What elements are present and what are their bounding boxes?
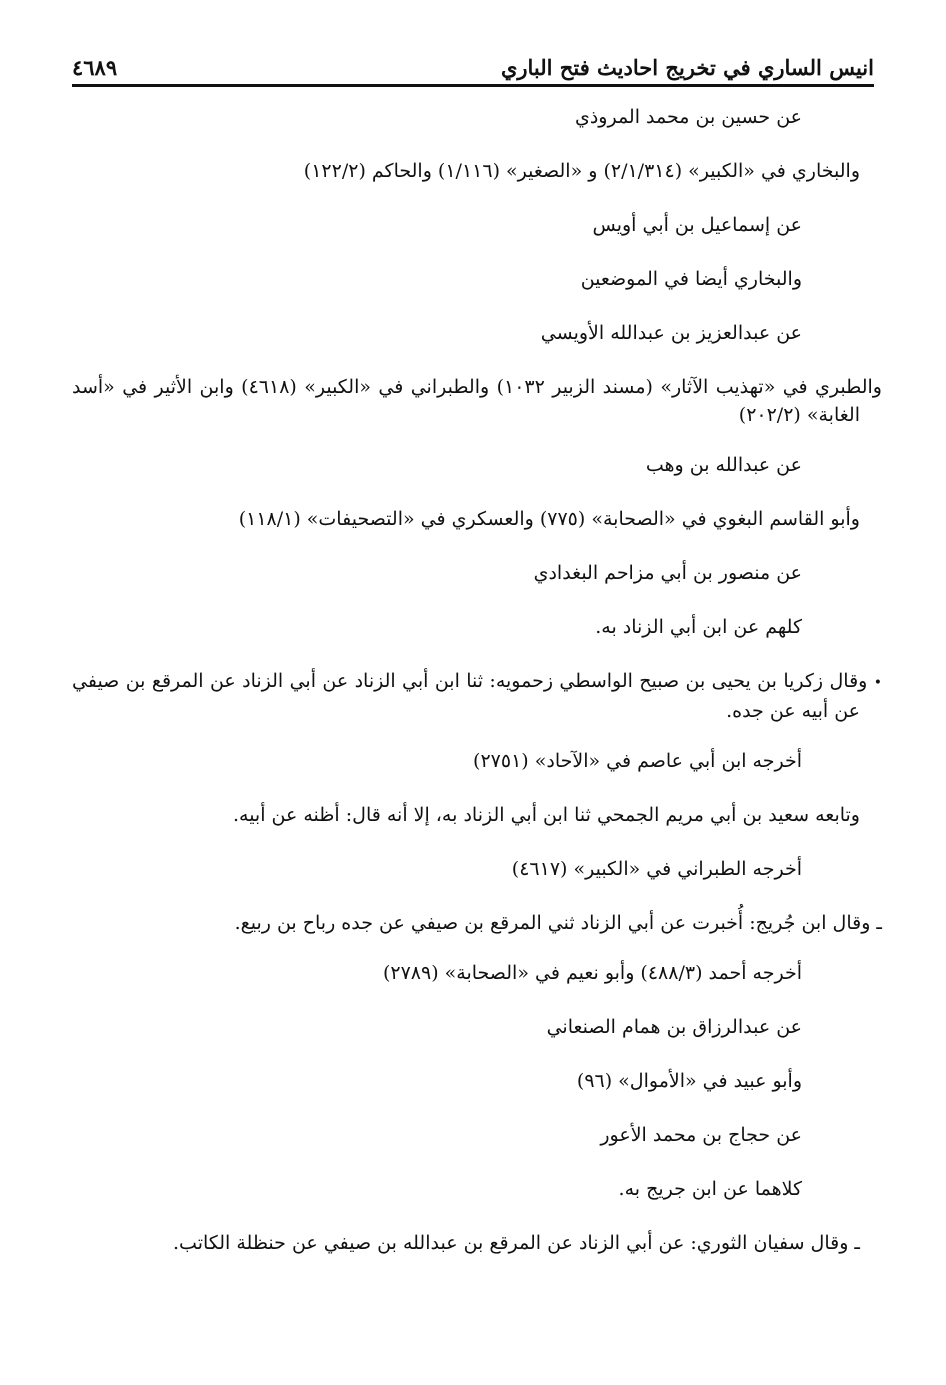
text-line: كلهم عن ابن أبي الزناد به. (595, 616, 802, 638)
text-line: عن عبدالله بن وهب (645, 454, 802, 476)
text-line: وأبو عبيد في «الأموال» (٩٦) (576, 1070, 802, 1092)
text-line: أخرجه أحمد (٤٨٨/٣) وأبو نعيم في «الصحابة» (٢٧٨٩) (382, 962, 802, 984)
bullet-icon: • (873, 675, 882, 691)
text-line: أخرجه ابن أبي عاصم في «الآحاد» (٢٧٥١) (473, 750, 802, 772)
text-line: عن حجاج بن محمد الأعور (600, 1124, 802, 1146)
text-line: والبخاري أيضا في الموضعين (580, 268, 802, 290)
bullet-paragraph (72, 667, 882, 725)
text-line: عن عبدالعزيز بن عبدالله الأويسي (540, 322, 802, 344)
text-line: عن عبدالرزاق بن همام الصنعاني (546, 1016, 802, 1038)
text-line: عن إسماعيل بن أبي أويس (592, 214, 802, 236)
text-line: وتابعه سعيد بن أبي مريم الجمحي ثنا ابن أبي الزناد به، إلا أنه قال: أظنه عن أبيه. (232, 804, 860, 826)
text-line: والبخاري في «الكبير» (٢/١/٣١٤) و «الصغير» (١/١١٦) والحاكم (١٢٢/٢) (303, 160, 860, 182)
page-header (72, 40, 874, 87)
text-line: عن حسين بن محمد المروذي (574, 106, 802, 128)
text-line: ـ وقال ابن جُريج: أُخبرت عن أبي الزناد ثني المرقع بن صيفي عن جده رباح بن ربيع. (234, 912, 882, 934)
text-line: والطبري في «تهذيب الآثار» (مسند الزبير ١٠٣٢) والطبراني في «الكبير» (٤٦١٨) وابن الأثير في «أسد الغابة» (٢٠٢/٢) (72, 376, 882, 426)
text-line: كلاهما عن ابن جريج به. (618, 1178, 802, 1200)
text-line: أخرجه الطبراني في «الكبير» (٤٦١٧) (511, 858, 802, 880)
running-title: انيس الساري في تخريج احاديث فتح الباري (500, 55, 874, 80)
text-line: ـ وقال سفيان الثوري: عن أبي الزناد عن المرقع بن عبدالله بن صيفي عن حنظلة الكاتب. (173, 1232, 860, 1254)
page-number: ٤٦٨٩ (72, 55, 118, 80)
main-text (72, 103, 882, 1283)
text-line: وأبو القاسم البغوي في «الصحابة» (٧٧٥) والعسكري في «التصحيفات» (١١٨/١) (238, 508, 860, 530)
text-line: عن منصور بن أبي مزاحم البغدادي (533, 562, 802, 584)
bullet-text: وقال زكريا بن يحيى بن صبيح الواسطي زحمويه: ثنا ابن أبي الزناد عن أبي الزناد عن المرقع بن صيفي عن أبيه عن جده. (72, 670, 868, 722)
